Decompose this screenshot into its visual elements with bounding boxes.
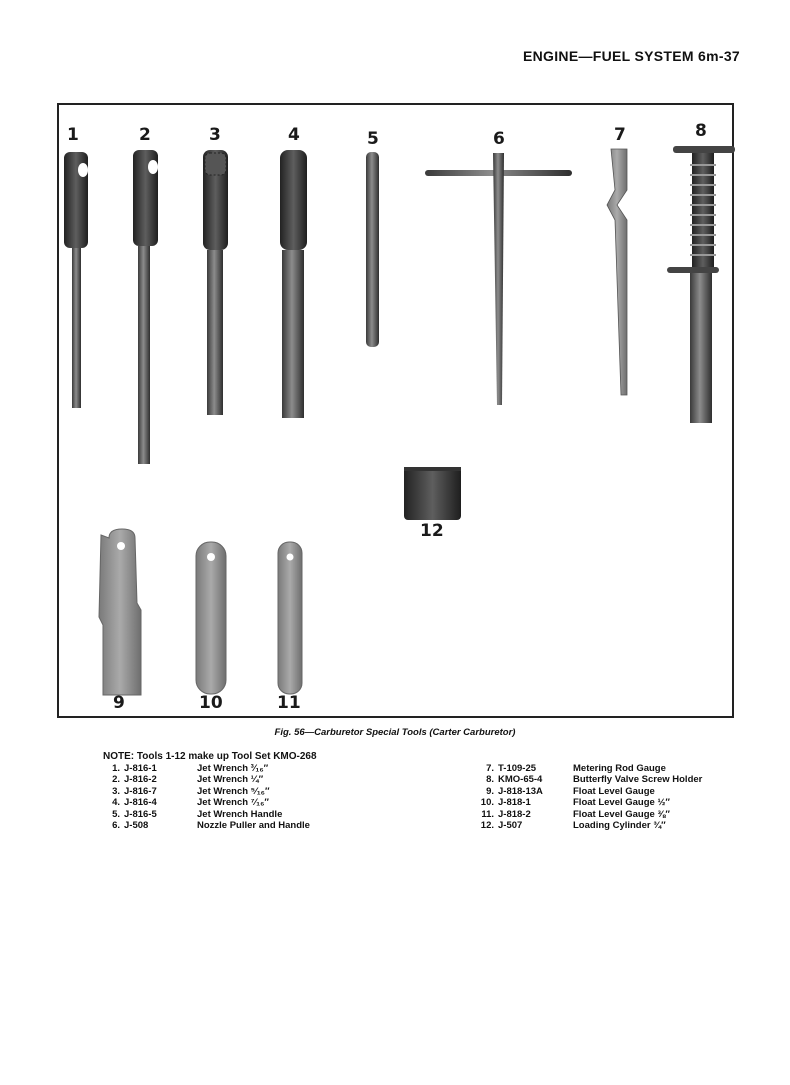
tool-11-float-level-gauge: [278, 542, 302, 694]
item-number: 10.: [480, 797, 494, 809]
item-name: Jet Wrench ⁷⁄₁₆″: [197, 797, 269, 809]
tool-6-nozzle-puller: [425, 153, 572, 405]
tool-list-item: [474, 820, 702, 831]
item-number: 8.: [486, 774, 494, 786]
tool-list-item: [474, 763, 702, 774]
item-name: Float Level Gauge ⅜″: [573, 808, 670, 820]
figure-caption: Fig. 56—Carburetor Special Tools (Carter Carburetor): [274, 727, 516, 738]
item-code: J-507: [498, 820, 523, 832]
item-name: Jet Wrench Handle: [197, 808, 283, 820]
item-number: 12.: [480, 820, 494, 832]
item-code: J-816-1: [124, 763, 157, 774]
tool-number-8: 8: [695, 121, 707, 141]
tool-number-12: 12: [420, 521, 444, 541]
item-number: 3.: [112, 785, 120, 797]
tools-photo: [59, 105, 736, 720]
tool-list-right: [474, 763, 702, 831]
tool-2-jet-wrench: [133, 150, 158, 464]
item-number: 6.: [112, 820, 120, 832]
tool-set-note: NOTE: Tools 1-12 make up Tool Set KMO-268: [103, 751, 317, 762]
item-name: Jet Wrench ³⁄₁₆″: [197, 763, 269, 774]
tool-list-item: [474, 809, 702, 820]
item-code: J-818-2: [498, 808, 531, 820]
tool-list-item: [100, 786, 310, 797]
item-code: T-109-25: [498, 763, 537, 774]
tool-4-jet-wrench: [280, 150, 307, 418]
tool-number-11: 11: [277, 693, 301, 713]
tool-number-9: 9: [113, 693, 125, 713]
tool-number-7: 7: [614, 125, 626, 145]
item-name: Jet Wrench ⁵⁄₁₆″: [197, 785, 270, 797]
tool-list-item: [474, 774, 702, 785]
tool-8-screw-holder: [667, 146, 735, 423]
tool-number-5: 5: [367, 129, 379, 149]
tool-number-2: 2: [139, 125, 151, 145]
item-code: J-818-13A: [498, 785, 543, 797]
item-code: KMO-65-4: [498, 774, 543, 786]
tool-list-item: [474, 786, 702, 797]
tool-9-float-level-gauge: [99, 529, 141, 695]
tool-number-1: 1: [67, 125, 79, 145]
item-number: 5.: [112, 808, 120, 820]
item-code: J-508: [124, 820, 149, 832]
tool-12-loading-cylinder: [404, 467, 461, 520]
tool-list-left: [100, 763, 310, 831]
item-name: Loading Cylinder ¾″: [573, 820, 666, 832]
tool-list-item: [474, 797, 702, 808]
item-name: Jet Wrench ¼″: [197, 774, 264, 786]
item-number: 11.: [481, 808, 494, 820]
item-name: Metering Rod Gauge: [573, 763, 666, 774]
tool-3-jet-wrench: [203, 150, 228, 415]
tool-number-10: 10: [199, 693, 223, 713]
tool-number-3: 3: [209, 125, 221, 145]
item-number: 4.: [112, 797, 120, 809]
tool-10-float-level-gauge: [196, 542, 226, 694]
item-name: Float Level Gauge: [573, 785, 655, 797]
tool-1-jet-wrench: [64, 152, 88, 408]
item-number: 2.: [112, 774, 120, 786]
tools-figure: [57, 103, 734, 718]
item-name: Butterfly Valve Screw Holder: [573, 774, 703, 786]
item-code: J-816-2: [124, 774, 157, 786]
item-name: Nozzle Puller and Handle: [197, 820, 310, 832]
tool-list-item: [100, 809, 310, 820]
page-header: ENGINE—FUEL SYSTEM 6m-37: [523, 48, 740, 64]
item-code: J-816-7: [124, 785, 157, 797]
tool-number-6: 6: [493, 129, 505, 149]
item-number: 7.: [486, 763, 494, 774]
item-number: 9.: [486, 785, 494, 797]
item-code: J-816-5: [124, 808, 157, 820]
tool-list-item: [100, 820, 310, 831]
tool-5-jet-wrench-handle: [366, 152, 379, 347]
item-name: Float Level Gauge ½″: [573, 797, 670, 809]
tool-number-4: 4: [288, 125, 300, 145]
tool-list-item: [100, 797, 310, 808]
item-code: J-816-4: [124, 797, 157, 809]
tool-list-item: [100, 763, 310, 774]
tool-7-metering-rod-gauge: [607, 149, 627, 395]
item-code: J-818-1: [498, 797, 531, 809]
tool-list-item: [100, 774, 310, 785]
item-number: 1.: [112, 763, 120, 774]
